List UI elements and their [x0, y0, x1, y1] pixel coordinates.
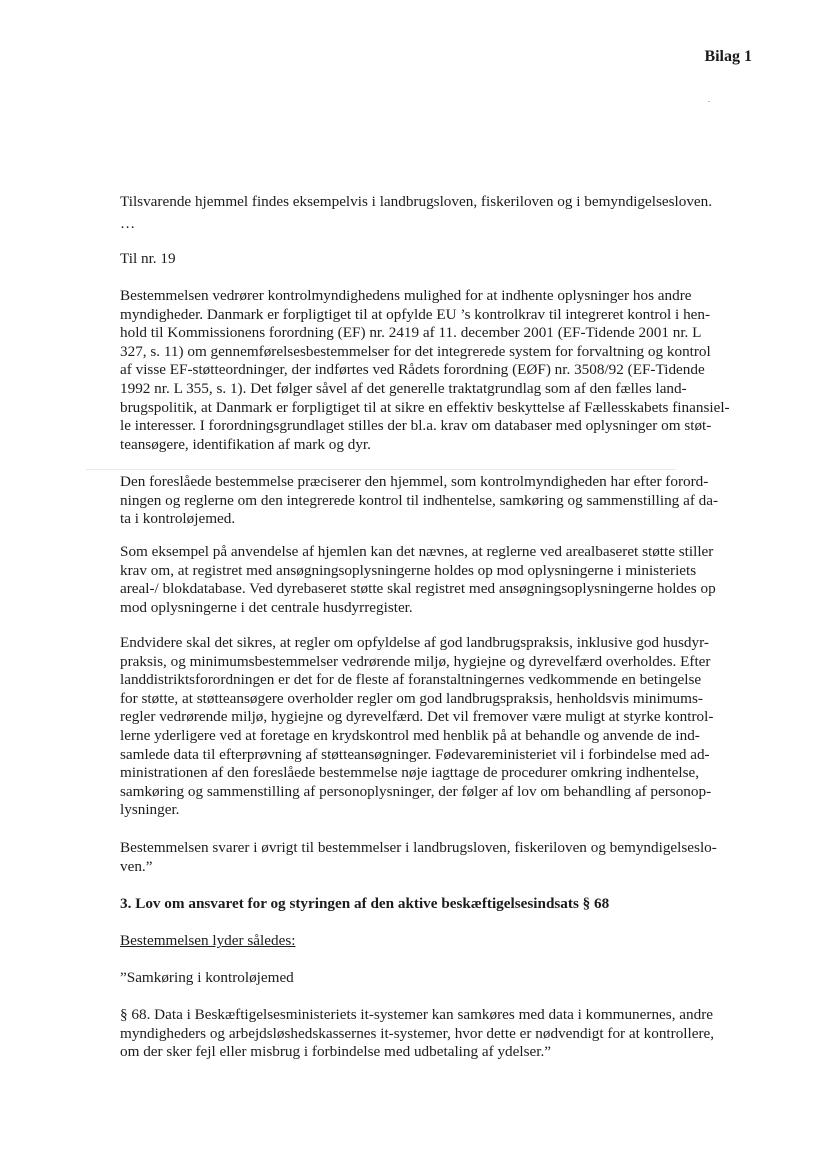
quote-title-text: ”Samkøring i kontroløjemed [120, 969, 294, 986]
paragraph-text: Den foreslåede bestemmelse præciserer den hjemmel, som kontrolmyndigheden har efter forord- ningen og reglerne om den integrerede kontrol til indhentelse, samkøring og sammenstilling af da- ta i kontroløjemed. [120, 473, 719, 528]
ellipsis [120, 215, 760, 234]
paragraph-text: Som eksempel på anvendelse af hjemlen kan det nævnes, at reglerne ved arealbaseret støtte stiller krav om, at registret med ansøgningsoplysningerne holdes op mod oplysningerne i ministeriets areal-/ blokdatabase. Ved dyrebaseret støtte skal registret med ansøgningsoplysningerne holdes op mod oplysningerne i det centrale husdyrregister. [120, 543, 716, 616]
underlined-subheading-text: Bestemmelsen lyder således: [120, 932, 296, 949]
paragraph-text: Bestemmelsen vedrører kontrolmyndighedens mulighed for at indhente oplysninger hos andre myndigheder. Danmark er forpligtiget til at opfylde EU ’s kontrolkrav til integreret kontrol i hen- hold til Kommissionens forordning (EF) nr. 2419 af 11. december 2001 (EF-Tidende 2001 nr. L 327, s. 11) om gennemførelsesbestemmelser for det integrerede system for forvaltning og kontrol af visse EF-støtteordninger, der indførtes ved Rådets forordning (EØF) nr. 3508/92 (EF-Tidende 1992 nr. L 355, s. 1). Det følger såvel af det generelle traktatgrundlag som af den fælles land- brugspolitik, at Danmark er forpligtiget til at sikre en effektiv beskyttelse af Fællesskabets finansiel- le interesser. I forordningsgrundlaget stilles der bl.a. krav om databaser med oplysninger om støt- teansøgere, identifikation af mark og dyr. [120, 287, 730, 453]
intro-text: Tilsvarende hjemmel findes eksempelvis i landbrugsloven, fiskeriloven og i bemyndigelsesloven. [120, 193, 713, 210]
paragraph-control-authority [120, 287, 760, 454]
paragraph-good-practice [120, 634, 760, 820]
section-heading-text: 3. Lov om ansvaret for og styringen af den aktive beskæftigelsesindsats § 68 [120, 895, 610, 912]
ellipsis-text: … [120, 215, 136, 232]
underlined-subheading [120, 932, 760, 951]
paragraph-section-68 [120, 1006, 760, 1062]
scan-speck [708, 101, 710, 102]
intro-paragraph [120, 193, 760, 212]
section-number-text: Til nr. 19 [120, 250, 176, 267]
paragraph-proposed-provision [120, 473, 760, 529]
paragraph-text: Endvidere skal det sikres, at regler om opfyldelse af god landbrugspraksis, inklusive god husdyr- praksis, og minimumsbestemmelser vedrørende miljø, hygiejne og dyrevelfærd overholdes. Efter landdistriktsforordningen er det for de fleste af foranstaltningernes vedkommende en betingelse for støtte, at støtteansøgere overholder regler om god landbrugspraksis, henholdsvis minimums- regler vedrørende miljø, hygiejne og dyrevelfærd. Det vil fremover være muligt at styrke kontrol- lerne yderligere ved at foretage en krydskontrol med henblik på at behandle og anvende de ind- samlede data til efterprøvning af støtteansøgninger. Fødevareministeriet vil i forbindelse med ad- ministrationen af den foreslåede bestemmelse nøje iagttage de procedurer omkring indhentelse, samkøring og sammenstilling af personoplysninger, der følger af lov om behandling af personop- lysninger. [120, 634, 714, 819]
quote-title [120, 969, 760, 988]
section-number [120, 250, 760, 269]
section-heading [120, 895, 760, 914]
paragraph-text: § 68. Data i Beskæftigelsesministeriets it-systemer kan samkøres med data i kommunernes, andre myndigheders og arbejdsløshedskassernes it-systemer, hvor dette er nødvendigt for at kontrollere, om der sker fejl eller misbrug i forbindelse med udbetaling af ydelser.” [120, 1006, 715, 1061]
paragraph-text: Bestemmelsen svarer i øvrigt til bestemmelser i landbrugsloven, fiskeriloven og bemyndigelseslo- ven.” [120, 839, 717, 875]
paragraph-correspondence [120, 839, 760, 876]
paragraph-example [120, 543, 760, 617]
scan-artifact-line [86, 469, 676, 470]
attachment-label: Bilag 1 [704, 48, 752, 65]
